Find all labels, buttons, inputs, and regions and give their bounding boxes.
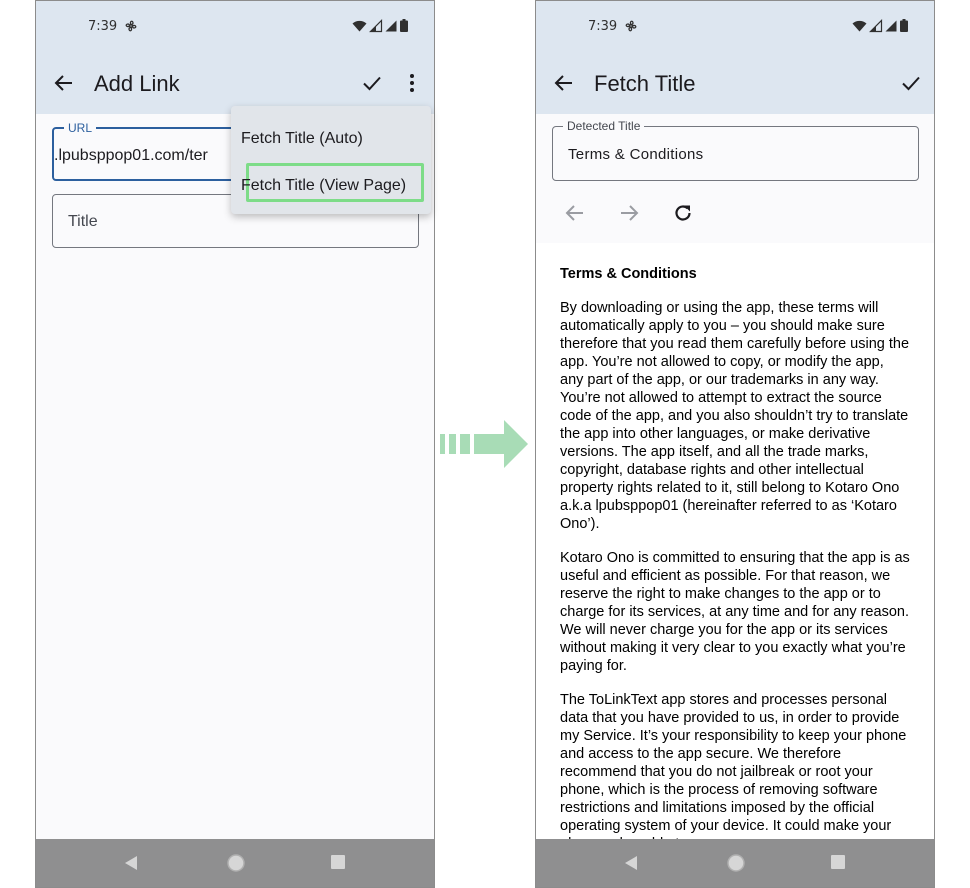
nav-back-icon[interactable] [624,855,638,871]
back-arrow-icon[interactable] [52,71,76,95]
fetch-title-screen [535,0,935,888]
detected-title-label: Detected Title [563,119,644,133]
fan-icon [624,19,638,38]
status-icons [352,19,408,32]
status-time: 7:39 [588,19,618,34]
back-arrow-icon[interactable] [552,71,576,95]
detected-title-value[interactable]: Terms & Conditions [568,146,704,163]
check-icon[interactable] [899,71,923,95]
nav-home-icon[interactable] [226,853,246,873]
status-time: 7:39 [88,19,118,34]
url-value[interactable]: .lpubsppop01.com/ter [54,147,208,164]
system-nav-bar [536,839,934,887]
wifi-icon [852,20,867,32]
nav-recents-icon[interactable] [831,855,845,869]
web-back-icon[interactable] [563,201,587,225]
menu-item-fetch-title-view-page[interactable]: Fetch Title (View Page) [241,177,407,194]
check-icon[interactable] [360,71,384,95]
transition-arrow-icon [440,418,530,470]
add-link-screen [35,0,435,888]
overflow-menu [231,106,431,214]
web-forward-icon[interactable] [617,201,641,225]
menu-item-fetch-title-auto[interactable]: Fetch Title (Auto) [241,130,363,147]
fan-icon [124,19,138,38]
web-paragraph: Kotaro Ono is committed to ensuring that the app is as useful and efficient as possible. For that reason, we reserve the right to make changes to the app or to charge for its services, at any time and for any reason. We will never charge you for the app or its services without making it very clear to you exactly what you’re paying for. [560,550,910,674]
nav-recents-icon[interactable] [331,855,345,869]
nav-home-icon[interactable] [726,853,746,873]
web-page-view[interactable] [536,243,934,841]
app-bar [36,1,434,114]
web-paragraph: By downloading or using the app, these terms will automatically apply to you – you should make sure therefore that you read them carefully before using the app. You’re not allowed to copy, or modify the app, any part of the app, or our trademarks in any way. You’re not allowed to attempt to extract the source code of the app, and you also shouldn’t try to translate the app into other languages, or make derivative versions. The app itself, and all the trade marks, copyright, database rights and other intellectual property rights related to it, still belong to Kotaro Ono a.k.a lpubsppop01 (hereinafter referred to as ‘Kotaro Ono’). [560,300,910,532]
battery-icon [900,19,908,32]
wifi-icon [352,20,367,32]
signal-icon [370,20,382,32]
web-paragraph: The ToLinkText app stores and processes personal data that you have provided to us, in order to provide my Service. It’s your responsibility to keep your phone and access to the app secure. We therefore recommend that you do not jailbreak or root your phone, which is the process of removing software restrictions and limitations imposed by the official operating system of your device. It could make your [560,692,907,834]
signal-icon [870,20,882,32]
title-placeholder[interactable]: Title [68,213,98,230]
nav-back-icon[interactable] [124,855,138,871]
signal-full-icon [885,20,897,32]
system-nav-bar [36,839,434,887]
page-title: Add Link [94,71,180,96]
status-icons [852,19,908,32]
page-title: Fetch Title [594,71,696,96]
app-bar [536,1,934,114]
more-vert-icon[interactable] [400,71,424,95]
battery-icon [400,19,408,32]
url-label: URL [64,121,96,135]
signal-full-icon [385,20,397,32]
web-heading: Terms & Conditions [560,266,697,282]
refresh-icon[interactable] [671,201,695,225]
detected-title-field[interactable] [552,119,919,181]
